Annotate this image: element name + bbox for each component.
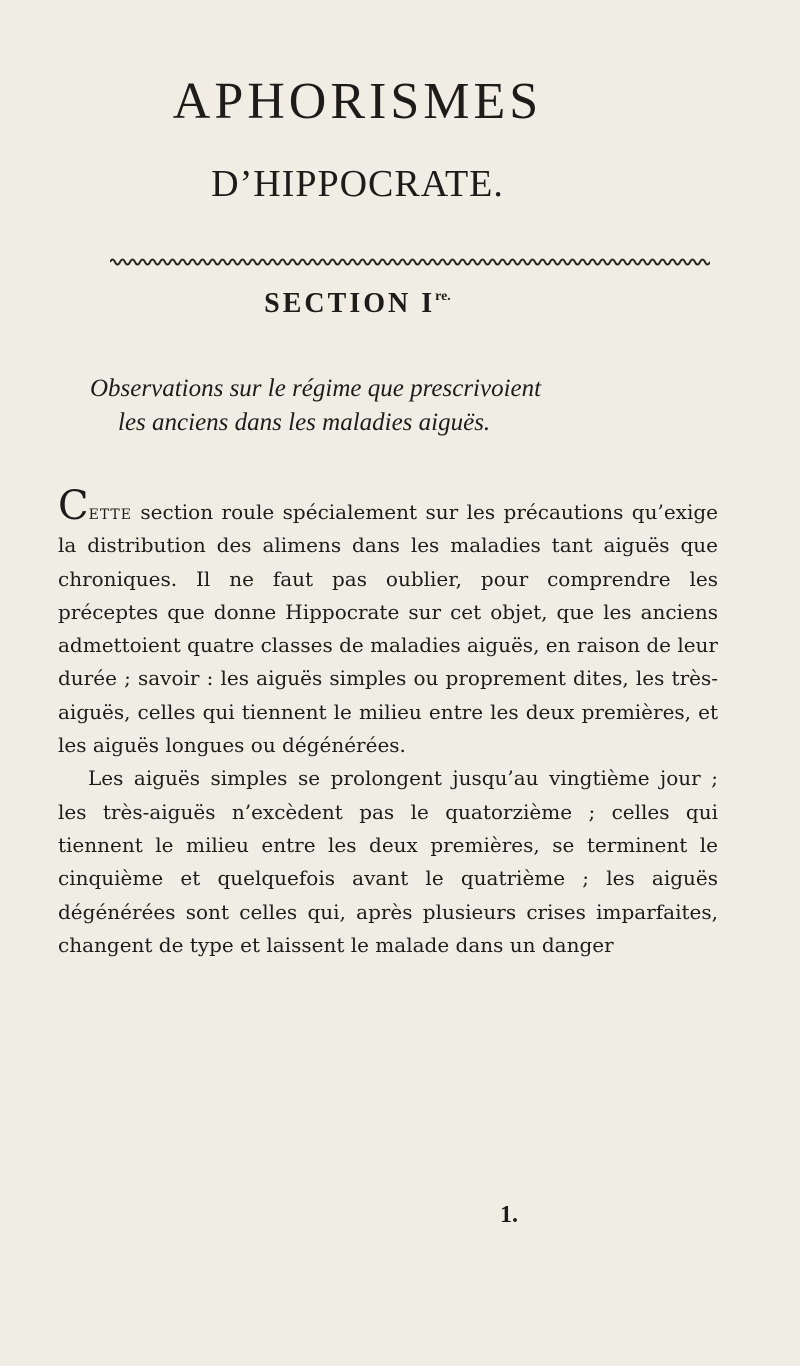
drop-cap: C bbox=[58, 483, 89, 529]
book-subtitle: D’HIPPOCRATE. bbox=[211, 163, 504, 205]
page-folio: 1. bbox=[500, 1202, 518, 1228]
section-label: SECTION bbox=[264, 288, 412, 319]
small-caps-word: ette bbox=[88, 500, 132, 524]
section-ordinal: re. bbox=[435, 289, 451, 304]
paragraph-1-text: section roule spécialement sur les précautions qu’exige la distribution des alimens dans les maladies tant aiguës que chroniques. Il ne faut pas oublier, pour comprendre les préceptes que donne Hippocrate sur cet objet, que les anciens admettoient quatre classes de maladies aiguës, en raison de leur durée ; savoir : les aiguës simples ou proprement dites, les très-aiguës, celles qui tiennent le milieu entre les deux premières, et les aiguës longues ou dégénérées. bbox=[58, 500, 718, 758]
body-text bbox=[58, 483, 718, 962]
section-caption bbox=[90, 372, 690, 440]
section-heading: SECTION $I^{re.}$ bbox=[264, 288, 451, 319]
caption-line-1: Observations sur le régime que prescrivoient bbox=[90, 375, 542, 402]
ornamental-rule bbox=[110, 256, 710, 268]
caption-line-2: les anciens dans les maladies aiguës. bbox=[118, 409, 491, 436]
book-title: APHORISMES bbox=[172, 73, 543, 130]
paragraph-1 bbox=[58, 483, 718, 762]
paragraph-2: Les aiguës simples se prolongent jusqu’au vingtième jour ; les très-aiguës n’excèdent pas le quatorzième ; celles qui tiennent le milieu entre les deux premières, se terminent le cinquième et quelquefois avant le quatrième ; les aiguës dégénérées sont celles qui, après plusieurs crises imparfaites, changent de type et laissent le malade dans un danger bbox=[58, 766, 718, 957]
